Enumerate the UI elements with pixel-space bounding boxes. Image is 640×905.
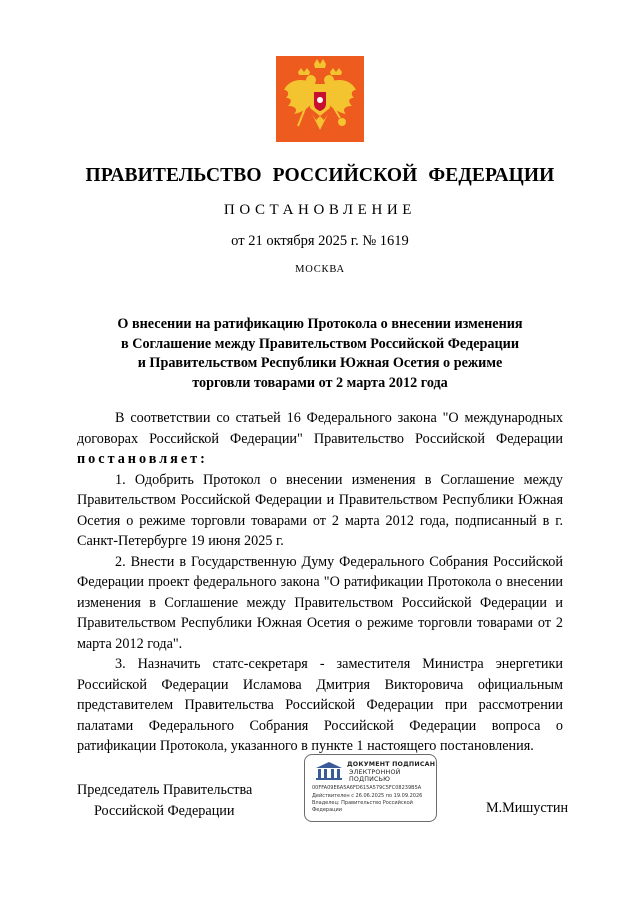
item-3: 3. Назначить статс-секретаря - заместителя Министра энергетики Российской Федерации Исламова Дмитрия Викторовича официальным представителем Правительства Российской Федерации при рассмотрении палатами Федерального Собрания Российской Федерации вопроса о ратификации Протокола, указанного в пункте 1 настоящего постановления. bbox=[77, 656, 563, 754]
preamble-text: В соответствии со статьей 16 Федерального закона "О международных договорах Российской Федерации" Правительство Российской Федерации bbox=[77, 410, 563, 447]
signatory-title-line: Российской Федерации bbox=[94, 802, 235, 819]
subject-line: в Соглашение между Правительством Российской Федерации bbox=[120, 335, 520, 352]
signatory-title-line: Председатель Правительства bbox=[77, 782, 253, 798]
stamp-heading: ЭЛЕКТРОННОЙ ПОДПИСЬЮ bbox=[349, 769, 401, 783]
document-type: ПОСТАНОВЛЕНИЕ bbox=[223, 202, 417, 218]
building-icon bbox=[314, 761, 344, 781]
stamp-owner: Владелец: Правительство Российской Федерации bbox=[312, 800, 413, 813]
subject-line: торговли товарами от 2 марта 2012 года bbox=[192, 374, 448, 391]
stamp-certificate: 00FFA09E6A5A6FD615A579C5FC08239B5A bbox=[312, 785, 422, 791]
decree-word: постановляет: bbox=[77, 451, 208, 467]
preamble-paragraph bbox=[77, 408, 563, 470]
item-2: 2. Внести в Государственную Думу Федерального Собрания Российской Федерации проект федерального закона "О ратификации Протокола о внесении изменения в Соглашение между Правительством Российской Федерации и Правительством Республики Южная Осетия о режиме торговли товарами от 2 марта 2012 года". bbox=[77, 553, 563, 652]
government-title: ПРАВИТЕЛЬСТВО РОССИЙСКОЙ ФЕДЕРАЦИИ bbox=[85, 165, 555, 186]
stamp-heading: ДОКУМЕНТ ПОДПИСАН bbox=[347, 761, 436, 768]
document-subject bbox=[78, 315, 562, 393]
document-body bbox=[77, 408, 563, 757]
electronic-signature-stamp bbox=[304, 754, 437, 822]
item-1: 1. Одобрить Протокол о внесении изменения в Соглашение между Правительством Российской Федерации и Правительством Республики Южная Осетия о режиме торговли товарами от 2 марта 2012 года, подписанный в г. Санкт-Петербурге 19 июня 2025 г. bbox=[77, 471, 563, 549]
document-date-number: от 21 октября 2025 г. № 1619 bbox=[231, 233, 409, 249]
document-city: МОСКВА bbox=[295, 264, 345, 275]
subject-line: О внесении на ратификацию Протокола о внесении изменения bbox=[117, 316, 523, 332]
stamp-validity: Действителен с 26.06.2025 по 19.09.2026 bbox=[312, 793, 423, 799]
signatory-name: М.Мишустин bbox=[486, 800, 569, 816]
signatory-title bbox=[77, 780, 277, 821]
coat-of-arms-icon bbox=[276, 56, 364, 142]
subject-line: и Правительством Республики Южная Осетия о режиме bbox=[137, 355, 503, 371]
